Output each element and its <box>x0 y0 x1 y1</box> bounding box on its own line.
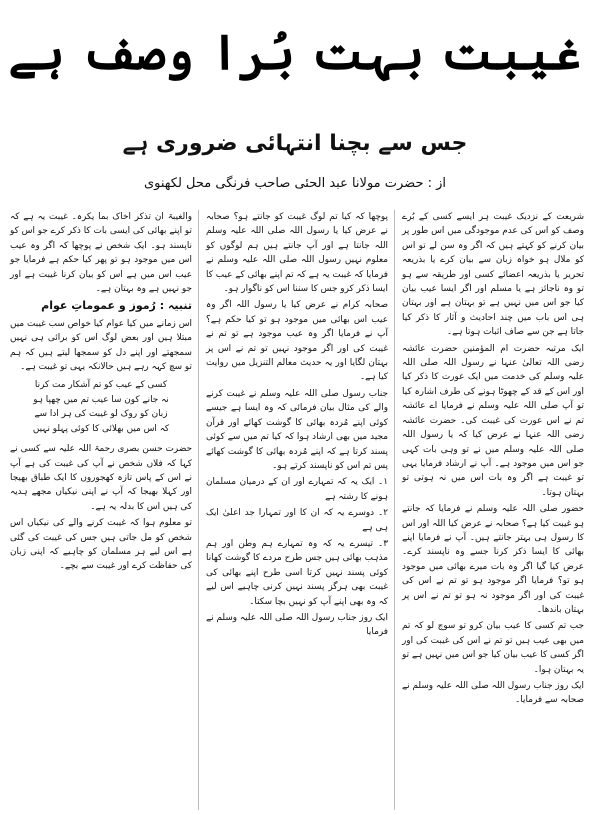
article-title: غیبت بہت بُرا وصف ہے <box>8 25 582 81</box>
paragraph: ایک مرتبہ حضرت ام المؤمنین حضرت عائشہ رضی اللہ تعالیٰ عنہا نے رسول اللہ صلی اللہ علیہ وسلم کی خدمت میں ایک عورت کا ذکر کیا اور اس کے قد کے چھوٹا ہونے کی طرف اشارہ کیا تو آپ صلی اللہ علیہ وسلم نے فرمایا اے عائشہ تم نے اس عورت کی غیبت کی۔ حضرت عائشہ رضی اللہ عنہا نے عرض کیا کہ یا رسول اللہ صلی اللہ علیہ وسلم میں نے تو وہی بات کہی جو اس میں موجود ہے۔ آپ نے ارشاد فرمایا یہی تو غیبت ہے اگر وہ بات اس میں نہ ہوتی تو بہتان ہوتا۔ <box>402 343 584 498</box>
paragraph: شریعت کے نزدیک غیبت ہر ایسے کسی کے بُرے وصف کو اس کی عدم موجودگی میں اس طور پر بیان کرنے کو کہتے ہیں کہ اگر وہ سن لے تو اس کو ملال ہو خواہ زبان سے بیان کرے یا بذریعہ تحریر یا بذریعہ اعضائے کسی اور طریقہ سے ہو تو وہ ناجائز ہے یا مسلم اور اگر ایسا عیب بیان کیا جو اس میں نہیں ہے تو بہتان ہے اور بہتان ہی اس باب میں چند احادیث و آثار کا ذکر کیا جاتا ہے جن سے صاف اثبات ہوتا ہے۔ <box>402 212 584 338</box>
paragraph: جناب رسول صلی اللہ علیہ وسلم نے غیبت کرنے والے کی مثال بیان فرمائی کہ وہ ایسا ہے جیسے کوئی اپنے مُردہ بھائی کا گوشت کھائے اور قرآن مجید میں بھی ارشاد ہوا کہ کیا تم میں سے کوئی پسند کرتا ہے کہ اپنے مُردہ بھائی کا گوشت کھائے پس تم اس کو ناپسند کرتے ہو۔ <box>206 388 388 471</box>
list-item: ۱۔ ایک یہ کہ تمہارے اور ان کے درمیان مسلمان ہونے کا رشتہ ہے <box>206 477 388 502</box>
article-body <box>6 210 584 810</box>
paragraph: صحابہ کرام نے عرض کیا یا رسول اللہ اگر وہ عیب اس بھائی میں موجود ہو تو کیا حکم ہے؟ آپ نے فرمایا اگر وہ عیب موجود ہے تو تم نے غیبت کی اور اگر موجود نہیں تو تم نے اس پر بہتان لگایا اور یہ حدیث معالم التنزیل میں روایت کیا ہے۔ <box>206 300 388 383</box>
poem <box>10 378 192 436</box>
author-byline: از : حضرت مولانا عبد الحئی صاحب فرنگی محل لکھنوی <box>143 176 447 191</box>
paragraph: ایک روز جناب رسول اللہ صلی اللہ علیہ وسلم نے فرمایا <box>206 612 388 638</box>
article-subtitle: جس سے بچنا انتہائی ضروری ہے <box>122 131 468 156</box>
column-right <box>402 210 584 810</box>
poem-line: کہ اس میں بھلائی کا کوئی پہلو نہیں <box>32 423 170 434</box>
column-divider <box>394 210 395 810</box>
paragraph: حضور صلی اللہ علیہ وسلم نے فرمایا کہ جانتے ہو غیبت کیا ہے؟ صحابہ نے عرض کیا اللہ اور اس کا رسول ہی بہتر جانتے ہیں۔ آپ نے فرمایا اپنے بھائی کا ایسا ذکر کرنا جسے وہ ناپسند کرے۔ عرض کیا گیا اگر وہ بات میرے بھائی میں موجود ہو تو؟ فرمایا اگر موجود ہو تو تم نے اس کی غیبت کی اور اگر موجود نہ ہو تو تم نے اس پر بہتان باندھا۔ <box>402 504 584 615</box>
poem-line: کسی کے عیب کو تم آشکار مت کرنا <box>34 380 168 391</box>
column-middle <box>206 210 388 810</box>
paragraph: والغیبۃ ان تذکر اخاک بما یکرہ۔ غیبت یہ ہے کہ تو اپنے بھائی کی ایسی بات کا ذکر کرے جو اس کو ناپسند ہو۔ ایک شخص نے پوچھا کہ اگر وہ عیب اس میں موجود ہو تو پھر کیا حکم ہے فرمایا جو عیب اس میں ہے اس کو بیان کرنا غیبت ہے اور جو نہیں ہے وہ بہتان ہے۔ <box>10 212 192 295</box>
paragraph: ایک روز جناب رسول اللہ صلی اللہ علیہ وسلم نے صحابہ سے فرمایا۔ <box>402 681 584 706</box>
paragraph: پوچھا کہ کیا تم لوگ غیبت کو جانتے ہو؟ صحابہ نے عرض کیا یا رسول اللہ صلی اللہ علیہ وسلم اللہ جانتا ہے اور آپ جانتے ہیں ہم لوگوں کو معلوم نہیں رسول اللہ صلی اللہ علیہ وسلم نے فرمایا کہ غیبت یہ ہے کہ تم اپنے بھائی کے عیب کا ایسا ذکر کرو جس کا سننا اس کو ناگوار ہو۔ <box>206 212 388 295</box>
poem-line: زبان کو روک لو غیبت کی ہر ادا سے <box>34 409 168 420</box>
list-item: ۳۔ تیسرے یہ کہ وہ تمہارے ہم وطن اور ہم مذہب بھائی ہیں جس طرح مردے کا گوشت کھانا کوئی پسند نہیں کرتا اسی طرح اپنے بھائی کی غیبت بھی ہرگز پسند نہیں کرنی چاہیے اس لیے کہ وہ بھی اپنے آپ کو نہیں بچا سکتا۔ <box>206 538 388 607</box>
poem-line: نہ جانے کون سا عیب تم میں چھپا ہو <box>33 394 169 405</box>
list-item: ۲۔ دوسرے یہ کہ ان کا اور تمہارا جد اعلیٰ ایک ہی ہے <box>206 508 388 533</box>
paragraph: اس زمانے میں کیا عوام کیا خواص سب غیبت میں مبتلا ہیں اور بعض لوگ اس کو برائی ہی نہیں سمجھتے اور اپنے دل کو سمجھا لیتے ہیں کہ ہم تو سچ کہہ رہے ہیں حالانکہ یہی تو غیبت ہے۔ <box>10 318 192 373</box>
paragraph: جب تم کسی کا عیب بیان کرو تو سوچ لو کہ تم میں بھی عیب ہیں تو تم نے اس کی غیبت کی اور اگر کسی کا عیب بیان کیا جو اس میں نہیں ہے تو یہ بہتان ہوا۔ <box>402 621 584 675</box>
column-left <box>10 210 192 810</box>
column-divider <box>198 210 199 810</box>
section-heading: تنبیہ : رُموز و عموماتِ عوام <box>41 299 192 313</box>
paragraph: حضرت حسن بصری رحمۃ اللہ علیہ سے کسی نے کہا کہ فلاں شخص نے آپ کی غیبت کی ہے آپ نے اس کے پاس تازہ کھجوروں کا ایک طباق بھیجا اور کہلا بھیجا کہ آپ نے اپنی نیکیاں مجھے ہدیہ کی ہیں اس کا بدلہ یہ ہے۔ <box>10 444 192 512</box>
paragraph: تو معلوم ہوا کہ غیبت کرنے والے کی نیکیاں اس شخص کو مل جاتی ہیں جس کی غیبت کی گئی ہے اس لیے ہر مسلمان کو چاہیے کہ اپنی زبان کی حفاظت کرے اور غیبت سے بچے۔ <box>10 518 192 572</box>
